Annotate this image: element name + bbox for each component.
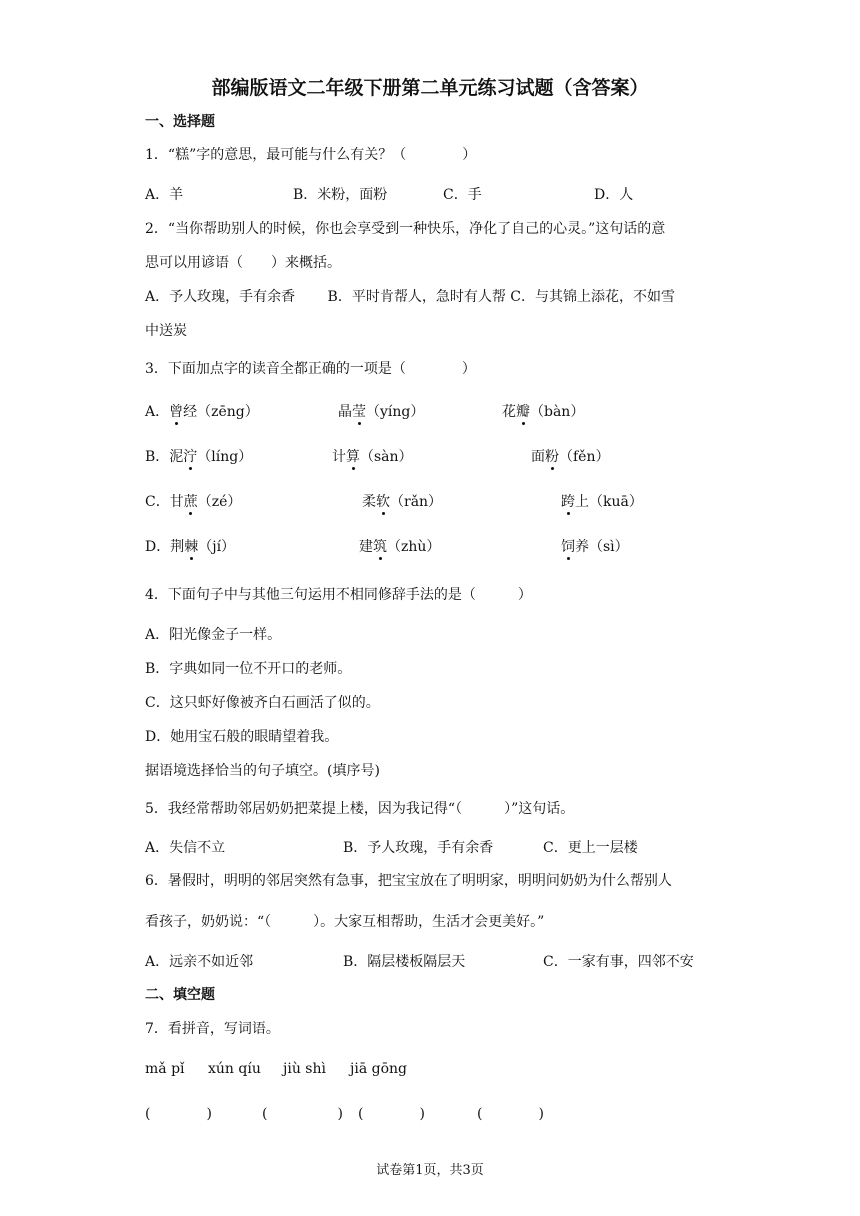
- question-1-stem: 1．“糕”字的意思，最可能与什么有关？（ ）: [145, 147, 477, 163]
- question-1-option-a: A．羊: [145, 187, 184, 203]
- dotted-char: 软: [376, 494, 390, 510]
- question-6-option-c: C．一家有事，四邻不安: [543, 954, 694, 970]
- question-5-stem: 5．我经常帮助邻居奶奶把菜提上楼，因为我记得“（ ）”这句话。: [145, 801, 575, 817]
- dotted-char: 泞: [183, 449, 198, 465]
- question-6-option-b: B．隔层楼板隔层天: [343, 954, 466, 970]
- section-heading-fill: 二、填空题: [145, 987, 215, 1003]
- question-1-option-d: D．人: [594, 187, 634, 203]
- question-1-option-c: C．手: [443, 187, 482, 203]
- answer-blank-4[interactable]: ( ): [477, 1106, 544, 1122]
- dotted-char: 饲: [561, 539, 575, 555]
- question-4-option-d: D．她用宝石般的眼睛望着我。: [145, 729, 339, 745]
- question-6-stem: 6．暑假时，明明的邻居突然有急事，把宝宝放在了明明家，明明问奶奶为什么帮别人: [145, 873, 672, 889]
- dotted-char: 曾: [169, 404, 184, 420]
- question-1-option-b: B．米粉，面粉: [293, 187, 388, 203]
- question-2-stem: 2．“当你帮助别人的时候，你也会享受到一种快乐，净化了自己的心灵。”这句话的意: [145, 221, 666, 237]
- question-5-option-b: B．予人玫瑰，手有余香: [343, 840, 494, 856]
- question-5-option-c: C．更上一层楼: [543, 840, 638, 856]
- question-4-option-a: A．阳光像金子一样。: [145, 627, 282, 643]
- question-6-option-a: A．远亲不如近邻: [145, 954, 254, 970]
- dotted-char: 跨: [561, 494, 575, 510]
- dotted-char: 蔗: [183, 494, 198, 510]
- question-2-stem-cont: 思可以用谚语（ ）来概括。: [145, 255, 341, 271]
- section-heading-choice: 一、选择题: [145, 114, 215, 130]
- dotted-char: 粉: [545, 449, 559, 465]
- question-4-stem: 4．下面句子中与其他三句运用不相同修辞手法的是（ ）: [145, 587, 532, 603]
- question-5-option-a: A．失信不立: [145, 840, 226, 856]
- question-6-stem-cont: 看孩子，奶奶说：“（ ）。大家互相帮助，生活才会更美好。”: [145, 914, 545, 930]
- page-title: 部编版语文二年级下册第二单元练习试题（含答案）: [211, 77, 649, 99]
- pinyin-3: jiù shì: [283, 1061, 326, 1077]
- instruction-text: 据语境选择恰当的句子填空。(填序号): [145, 763, 380, 779]
- question-7-stem: 7．看拼音，写词语。: [145, 1021, 280, 1037]
- question-4-option-c: C．这只虾好像被齐白石画活了似的。: [145, 695, 380, 711]
- question-2-options: A．予人玫瑰，手有余香 B．平时肯帮人，急时有人帮 C．与其锦上添花，不如雪: [145, 289, 676, 305]
- pinyin-2: xún qíu: [208, 1061, 261, 1077]
- pinyin-1: mǎ pǐ: [145, 1061, 185, 1077]
- dotted-char: 瓣: [516, 404, 530, 420]
- page-footer: 试卷第1页，共3页: [376, 1163, 484, 1178]
- question-3-stem: 3．下面加点字的读音全都正确的一项是（ ）: [145, 361, 476, 377]
- dotted-char: 棘: [184, 539, 199, 555]
- dotted-char: 算: [346, 449, 360, 465]
- dotted-char: 莹: [352, 404, 366, 420]
- question-4-option-b: B．字典如同一位不开口的老师。: [145, 661, 352, 677]
- dotted-char: 筑: [373, 539, 387, 555]
- question-2-options-cont: 中送炭: [145, 323, 187, 339]
- answer-blank-3[interactable]: ( ): [358, 1106, 425, 1122]
- pinyin-4: jiā gōng: [350, 1061, 407, 1077]
- answer-blank-2[interactable]: ( ): [262, 1106, 343, 1122]
- answer-blank-1[interactable]: ( ): [145, 1106, 212, 1122]
